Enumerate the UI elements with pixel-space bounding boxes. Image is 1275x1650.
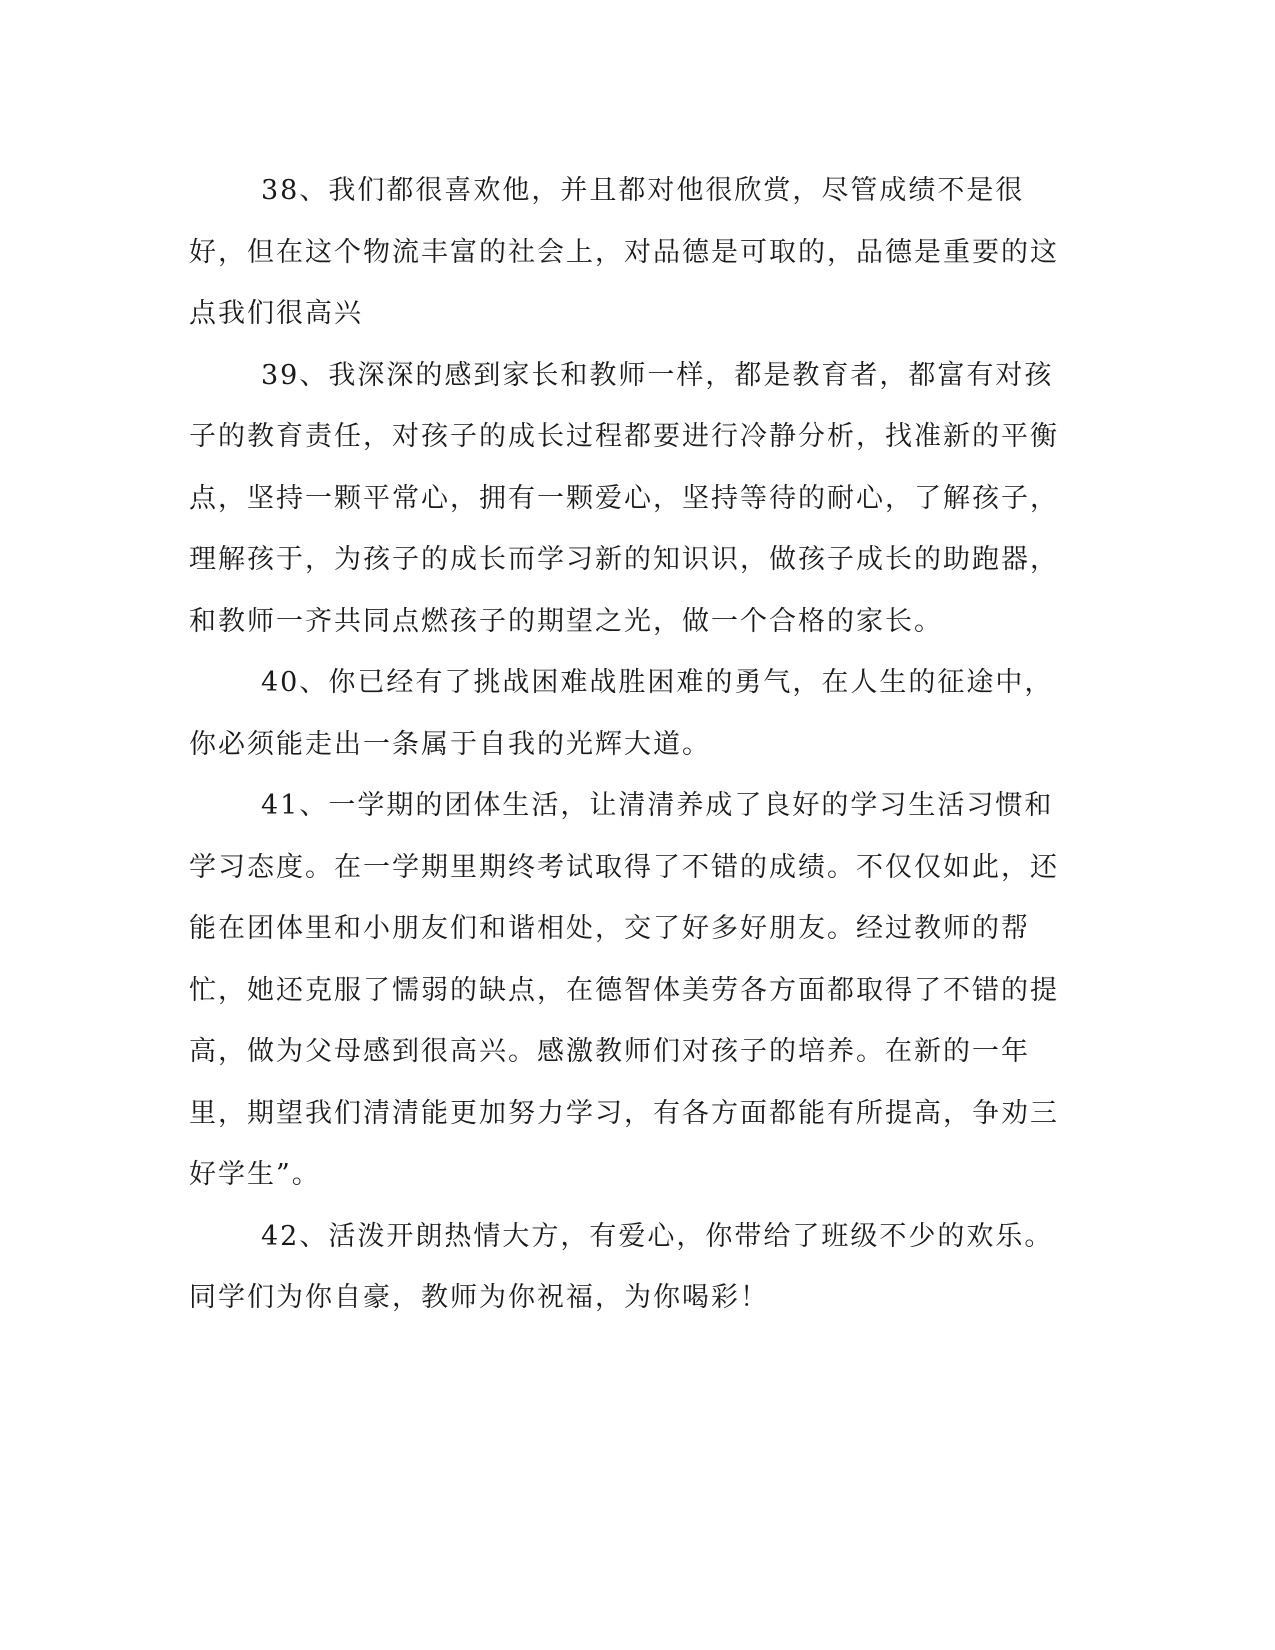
paragraph-39: 39、我深深的感到家长和教师一样，都是教育者，都富有对孩子的教育责任，对孩子的成长过程都要进行冷静分析，找准新的平衡点，坚持一颗平常心，拥有一颗爱心，坚持等待的耐心，了解孩子，理解孩于，为孩子的成长而学习新的知识识，做孩子成长的助跑器，和教师一齐共同点燃孩子的期望之光，做一个合格的家长。 (189, 359, 1059, 637)
paragraph-42: 42、活泼开朗热情大方，有爱心，你带给了班级不少的欢乐。同学们为你自豪，教师为你祝福，为你喝彩！ (189, 1220, 1054, 1313)
document-body (189, 160, 1077, 1329)
paragraph-40: 40、你已经有了挑战困难战胜困难的勇气，在人生的征途中，你必须能走出一条属于自我的光辉大道。 (189, 667, 1054, 760)
paragraph-41: 41、一学期的团体生活，让清清养成了良好的学习生活习惯和学习态度。在一学期里期终考试取得了不错的成绩。不仅仅如此，还能在团体里和小朋友们和谐相处，交了好多好朋友。经过教师的帮忙，她还克服了懦弱的缺点，在德智体美劳各方面都取得了不错的提高，做为父母感到很高兴。感激教师们对孩子的培养。在新的一年里，期望我们清清能更加努力学习，有各方面都能有所提高，争劝三好学生”。 (189, 790, 1059, 1190)
paragraph-38: 38、我们都很喜欢他，并且都对他很欣赏，尽管成绩不是很好，但在这个物流丰富的社会上，对品德是可取的，品德是重要的这点我们很高兴 (189, 175, 1059, 329)
